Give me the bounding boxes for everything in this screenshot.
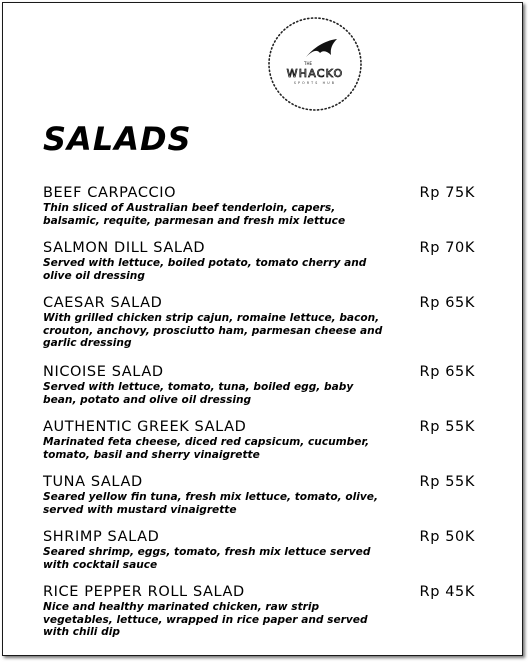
logo-emblem [266, 15, 364, 113]
item-name: SALMON DILL SALAD [43, 240, 206, 256]
item-price: Rp 55K [419, 419, 475, 435]
item-price: Rp 65K [419, 295, 475, 311]
menu-item [43, 583, 475, 639]
item-description: Thin sliced of Australian beef tenderloin, capers, balsamic, requite, parmesan and fresh mix lettuce [43, 202, 346, 227]
item-price: Rp 50K [419, 529, 475, 545]
menu-item [43, 363, 475, 406]
item-name: CAESAR SALAD [43, 295, 163, 311]
brand-name: WHACKO [286, 67, 344, 80]
item-name: RICE PEPPER ROLL SALAD [43, 584, 245, 600]
item-name: NICOISE SALAD [43, 364, 164, 380]
brand-logo [266, 15, 364, 113]
item-name: SHRIMP SALAD [43, 529, 160, 545]
item-description: Marinated feta cheese, diced red capsicum, cucumber, tomato, basil and sherry vinaigrette [43, 436, 370, 461]
item-description: Seared shrimp, eggs, tomato, fresh mix lettuce served with cocktail sauce [43, 546, 371, 571]
brand-small-text: THE [304, 61, 312, 66]
menu-item [43, 418, 475, 461]
item-price: Rp 75K [419, 185, 475, 201]
item-name: BEEF CARPACCIO [43, 185, 177, 201]
item-description: Served with lettuce, tomato, tuna, boiled egg, baby bean, potato and olive oil dressing [43, 381, 354, 406]
item-description: Seared yellow fin tuna, fresh mix lettuce, tomato, olive, served with mustard vinaigrette [43, 491, 378, 516]
menu-item [43, 528, 475, 571]
item-description: Nice and healthy marinated chicken, raw strip vegetables, lettuce, wrapped in rice paper and served with chili dip [43, 601, 368, 638]
section-title: SALADS [43, 120, 192, 158]
brand-tagline: SPORTS HUB [293, 81, 337, 85]
menu-item [43, 184, 475, 227]
item-price: Rp 55K [419, 474, 475, 490]
menu-page [2, 2, 523, 656]
item-description: Served with lettuce, boiled potato, tomato cherry and olive oil dressing [43, 257, 367, 282]
menu-item [43, 294, 475, 350]
item-name: AUTHENTIC GREEK SALAD [43, 419, 247, 435]
item-price: Rp 70K [419, 240, 475, 256]
menu-item [43, 473, 475, 516]
item-price: Rp 45K [419, 584, 475, 600]
item-price: Rp 65K [419, 364, 475, 380]
item-description: With grilled chicken strip cajun, romaine lettuce, bacon, crouton, anchovy, prosciutto ham, parmesan cheese and garlic dressing [43, 312, 383, 349]
item-name: TUNA SALAD [43, 474, 143, 490]
menu-item [43, 239, 475, 282]
